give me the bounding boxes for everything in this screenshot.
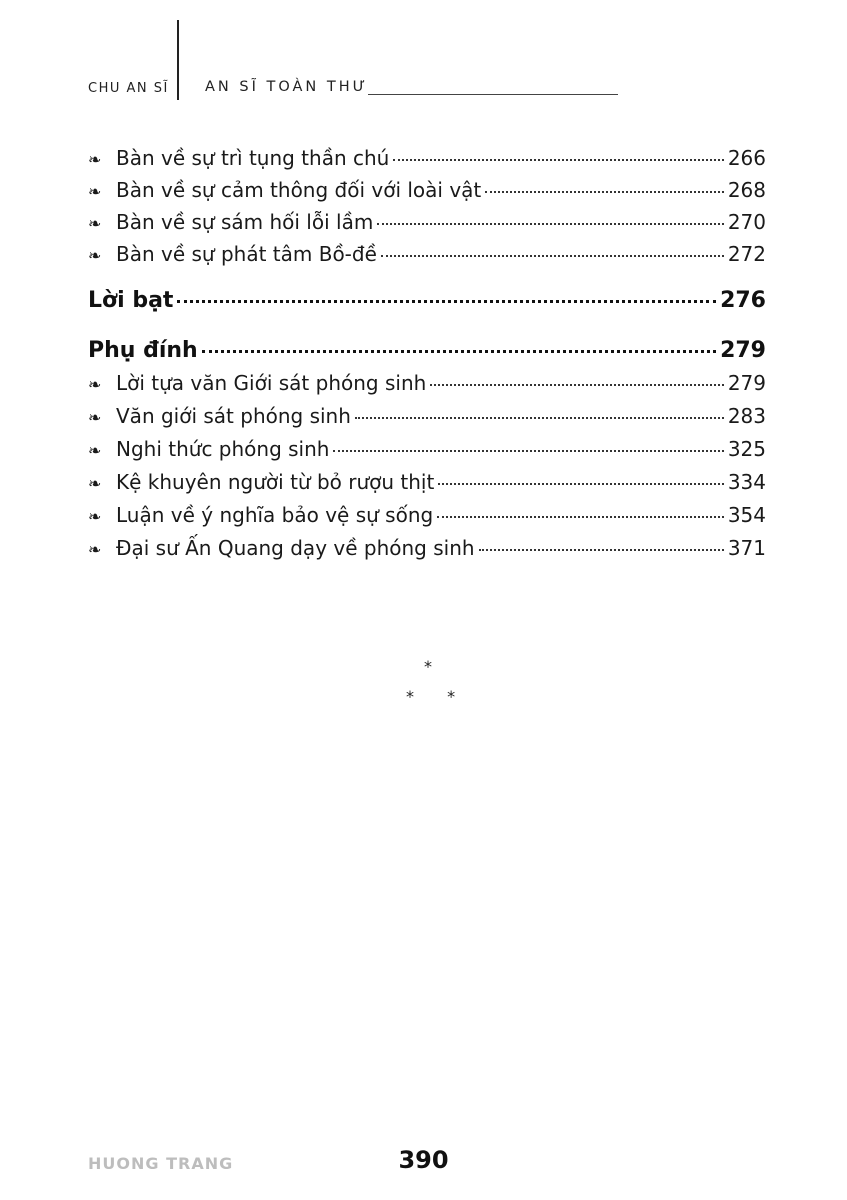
page-number: 390	[398, 1146, 449, 1174]
publisher-logo: HUONG TRANG	[88, 1154, 234, 1173]
toc-entry-page: 272	[727, 242, 766, 266]
toc-entry-page: 270	[727, 210, 766, 234]
toc-entry[interactable]	[88, 371, 766, 395]
dot-leader	[430, 384, 724, 386]
fleuron-icon: ❧	[88, 441, 102, 460]
toc-entry[interactable]	[88, 437, 766, 461]
toc-entry[interactable]	[88, 470, 766, 494]
dot-leader	[393, 159, 723, 161]
running-header-title: AN SĨ TOÀN THƯ	[205, 79, 369, 95]
toc-entry-label: Luận về ý nghĩa bảo vệ sự sống	[116, 503, 434, 527]
dot-leader	[333, 450, 723, 452]
toc-section-phu-dinh[interactable]	[88, 338, 766, 363]
dot-leader	[485, 191, 724, 193]
separator-stars-bottom: * *	[406, 687, 470, 706]
dot-leader	[479, 549, 724, 551]
fleuron-icon: ❧	[88, 375, 102, 394]
toc-entry[interactable]	[88, 210, 766, 234]
running-header-author: CHU AN SĨ	[88, 81, 169, 96]
fleuron-icon: ❧	[88, 507, 102, 526]
toc-entry-label: Bàn về sự trì tụng thần chú	[116, 146, 390, 170]
dot-leader	[438, 483, 723, 485]
toc-entry-page: 371	[727, 536, 766, 560]
dot-leader	[355, 417, 724, 419]
dot-leader	[437, 516, 724, 518]
toc-entry-label: Bàn về sự cảm thông đối với loài vật	[116, 178, 482, 202]
toc-section-loi-bat[interactable]	[88, 288, 766, 313]
toc-entry[interactable]	[88, 503, 766, 527]
toc-section-page: 279	[720, 338, 766, 363]
toc-entry-label: Văn giới sát phóng sinh	[116, 404, 351, 428]
toc-entry-page: 268	[727, 178, 766, 202]
toc-entry-label: Đại sư Ấn Quang dạy về phóng sinh	[116, 536, 475, 560]
toc-entry-page: 279	[727, 371, 766, 395]
fleuron-icon: ❧	[88, 540, 102, 559]
toc-entry-page: 325	[727, 437, 766, 461]
toc-entry-page: 334	[727, 470, 766, 494]
toc-entry[interactable]	[88, 536, 766, 560]
toc-entry-page: 266	[727, 146, 766, 170]
toc-section-label: Lời bạt	[88, 288, 174, 313]
separator-star-top: *	[424, 657, 432, 676]
dot-leader	[377, 223, 724, 225]
header-divider	[177, 20, 179, 100]
fleuron-icon: ❧	[88, 182, 102, 201]
toc-entry[interactable]	[88, 404, 766, 428]
dot-leader	[177, 300, 716, 303]
toc-entry-label: Nghi thức phóng sinh	[116, 437, 330, 461]
toc-entry[interactable]	[88, 146, 766, 170]
toc-entry-label: Lời tựa văn Giới sát phóng sinh	[116, 371, 427, 395]
fleuron-icon: ❧	[88, 246, 102, 265]
fleuron-icon: ❧	[88, 474, 102, 493]
dot-leader	[202, 350, 716, 353]
toc-entry-label: Bàn về sự phát tâm Bồ-đề	[116, 242, 377, 266]
fleuron-icon: ❧	[88, 150, 102, 169]
toc-entry[interactable]	[88, 242, 766, 266]
fleuron-icon: ❧	[88, 408, 102, 427]
dot-leader	[381, 255, 724, 257]
toc-section-label: Phụ đính	[88, 338, 198, 363]
toc-entry-page: 283	[727, 404, 766, 428]
toc-entry-page: 354	[727, 503, 766, 527]
header-rule	[368, 94, 618, 95]
fleuron-icon: ❧	[88, 214, 102, 233]
toc-entry-label: Kệ khuyên người từ bỏ rượu thịt	[116, 470, 435, 494]
toc-section-page: 276	[720, 288, 766, 313]
toc-entry[interactable]	[88, 178, 766, 202]
toc-entry-label: Bàn về sự sám hối lỗi lầm	[116, 210, 374, 234]
